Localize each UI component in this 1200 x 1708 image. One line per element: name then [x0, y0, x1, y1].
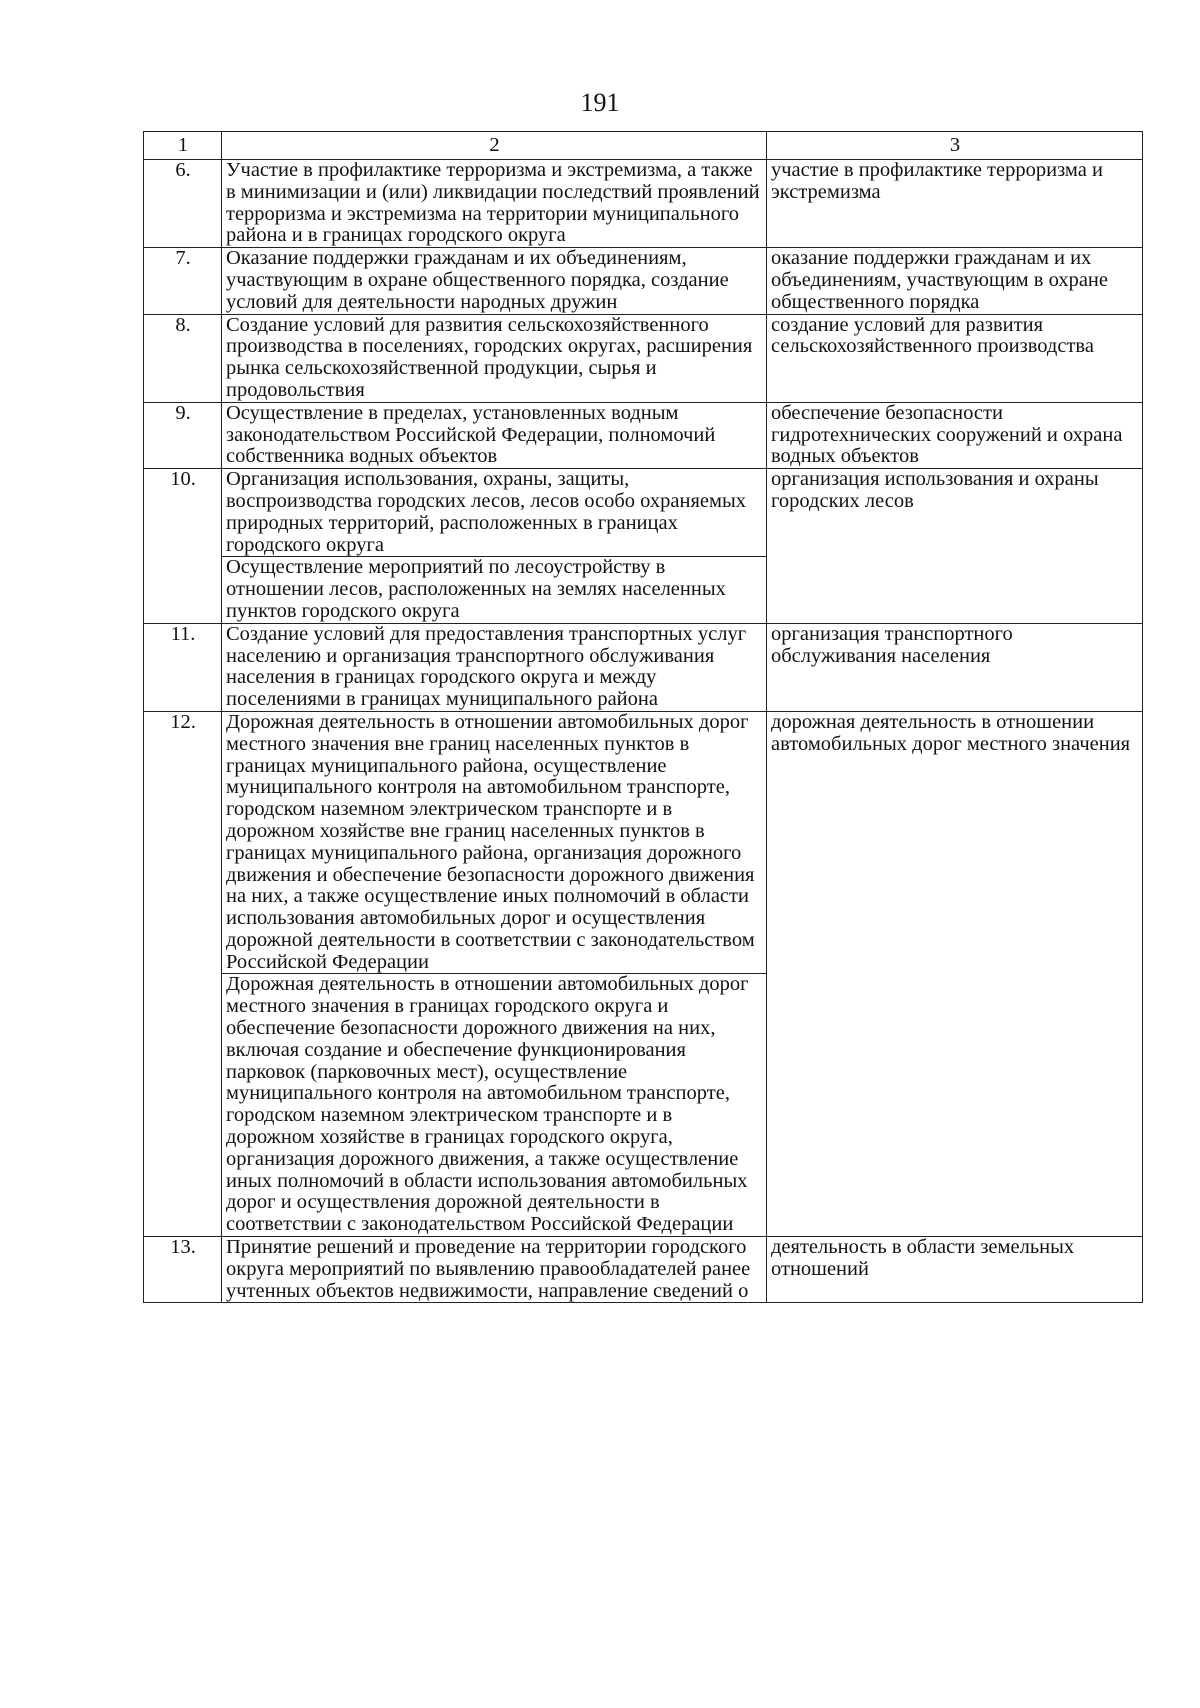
table-row [144, 248, 1143, 314]
power-description-cell: Оказание поддержки гражданам и их объединениям, участвующим в охране общественного порядка, создание условий для деятельности народных дружин [222, 248, 767, 314]
competence-cell: дорожная деятельность в отношении автомобильных дорог местного значения [767, 711, 1143, 1236]
table-row [144, 402, 1143, 468]
table-row [144, 623, 1143, 711]
power-description-cell: Принятие решений и проведение на территории городского округа мероприятий по выявлению правообладателей ранее учтенных объектов недвижимости, направление сведений о [222, 1237, 767, 1303]
row-number: 8. [144, 314, 222, 402]
row-number: 6. [144, 160, 222, 248]
table-row [144, 469, 1143, 557]
competence-cell: создание условий для развития сельскохозяйственного производства [767, 314, 1143, 402]
competence-cell: участие в профилактике терроризма и экстремизма [767, 160, 1143, 248]
page-number: 191 [580, 88, 620, 117]
competence-cell: обеспечение безопасности гидротехнических сооружений и охрана водных объектов [767, 402, 1143, 468]
header-cell-2: 2 [222, 132, 767, 160]
table-row [144, 314, 1143, 402]
power-description-cell: Осуществление мероприятий по лесоустройству в отношении лесов, расположенных на землях населенных пунктов городского округа [222, 557, 767, 623]
power-description-cell: Создание условий для развития сельскохозяйственного производства в поселениях, городских округах, расширения рынка сельскохозяйственной продукции, сырья и продовольствия [222, 314, 767, 402]
table-row [144, 1237, 1143, 1303]
power-description-cell: Организация использования, охраны, защиты, воспроизводства городских лесов, лесов особо охраняемых природных территорий, расположенных в границах городского округа [222, 469, 767, 557]
table-header-row [144, 132, 1143, 160]
row-number: 11. [144, 623, 222, 711]
row-number: 7. [144, 248, 222, 314]
row-number: 13. [144, 1237, 222, 1303]
power-description-cell: Дорожная деятельность в отношении автомобильных дорог местного значения в границах городского округа и обеспечение безопасности дорожного движения на них, включая создание и обеспечение функционирования парковок (парковочных мест), осуществление муниципального контроля на автомобильном транспорте, городском наземном электрическом транспорте и в дорожном хозяйстве в границах городского округа, организация дорожного движения, а также осуществление иных полномочий в области использования автомобильных дорог и осуществления дорожной деятельности в соответствии с законодательством Российской Федерации [222, 974, 767, 1237]
table-row [144, 711, 1143, 974]
competence-cell: организация использования и охраны городских лесов [767, 469, 1143, 624]
competence-cell: деятельность в области земельных отношений [767, 1237, 1143, 1303]
powers-table [143, 131, 1143, 1303]
power-description-cell: Осуществление в пределах, установленных водным законодательством Российской Федерации, полномочий собственника водных объектов [222, 402, 767, 468]
power-description-cell: Участие в профилактике терроризма и экстремизма, а также в минимизации и (или) ликвидации последствий проявлений терроризма и экстремизма на территории муниципального района и в границах городского округа [222, 160, 767, 248]
header-cell-1: 1 [144, 132, 222, 160]
competence-cell: организация транспортного обслуживания населения [767, 623, 1143, 711]
header-cell-3: 3 [767, 132, 1143, 160]
row-number: 9. [144, 402, 222, 468]
power-description-cell: Дорожная деятельность в отношении автомобильных дорог местного значения вне границ населенных пунктов в границах муниципального района, осуществление муниципального контроля на автомобильном транспорте, городском наземном электрическом транспорте и в дорожном хозяйстве вне границ населенных пунктов в границах муниципального района, организация дорожного движения и обеспечение безопасности дорожного движения на них, а также осуществление иных полномочий в области использования автомобильных дорог и осуществления дорожной деятельности в соответствии с законодательством Российской Федерации [222, 711, 767, 974]
row-number: 12. [144, 711, 222, 1236]
row-number: 10. [144, 469, 222, 624]
table-row [144, 160, 1143, 248]
power-description-cell: Создание условий для предоставления транспортных услуг населению и организация транспортного обслуживания населения в границах городского округа и между поселениями в границах муниципального района [222, 623, 767, 711]
competence-cell: оказание поддержки гражданам и их объединениям, участвующим в охране общественного порядка [767, 248, 1143, 314]
